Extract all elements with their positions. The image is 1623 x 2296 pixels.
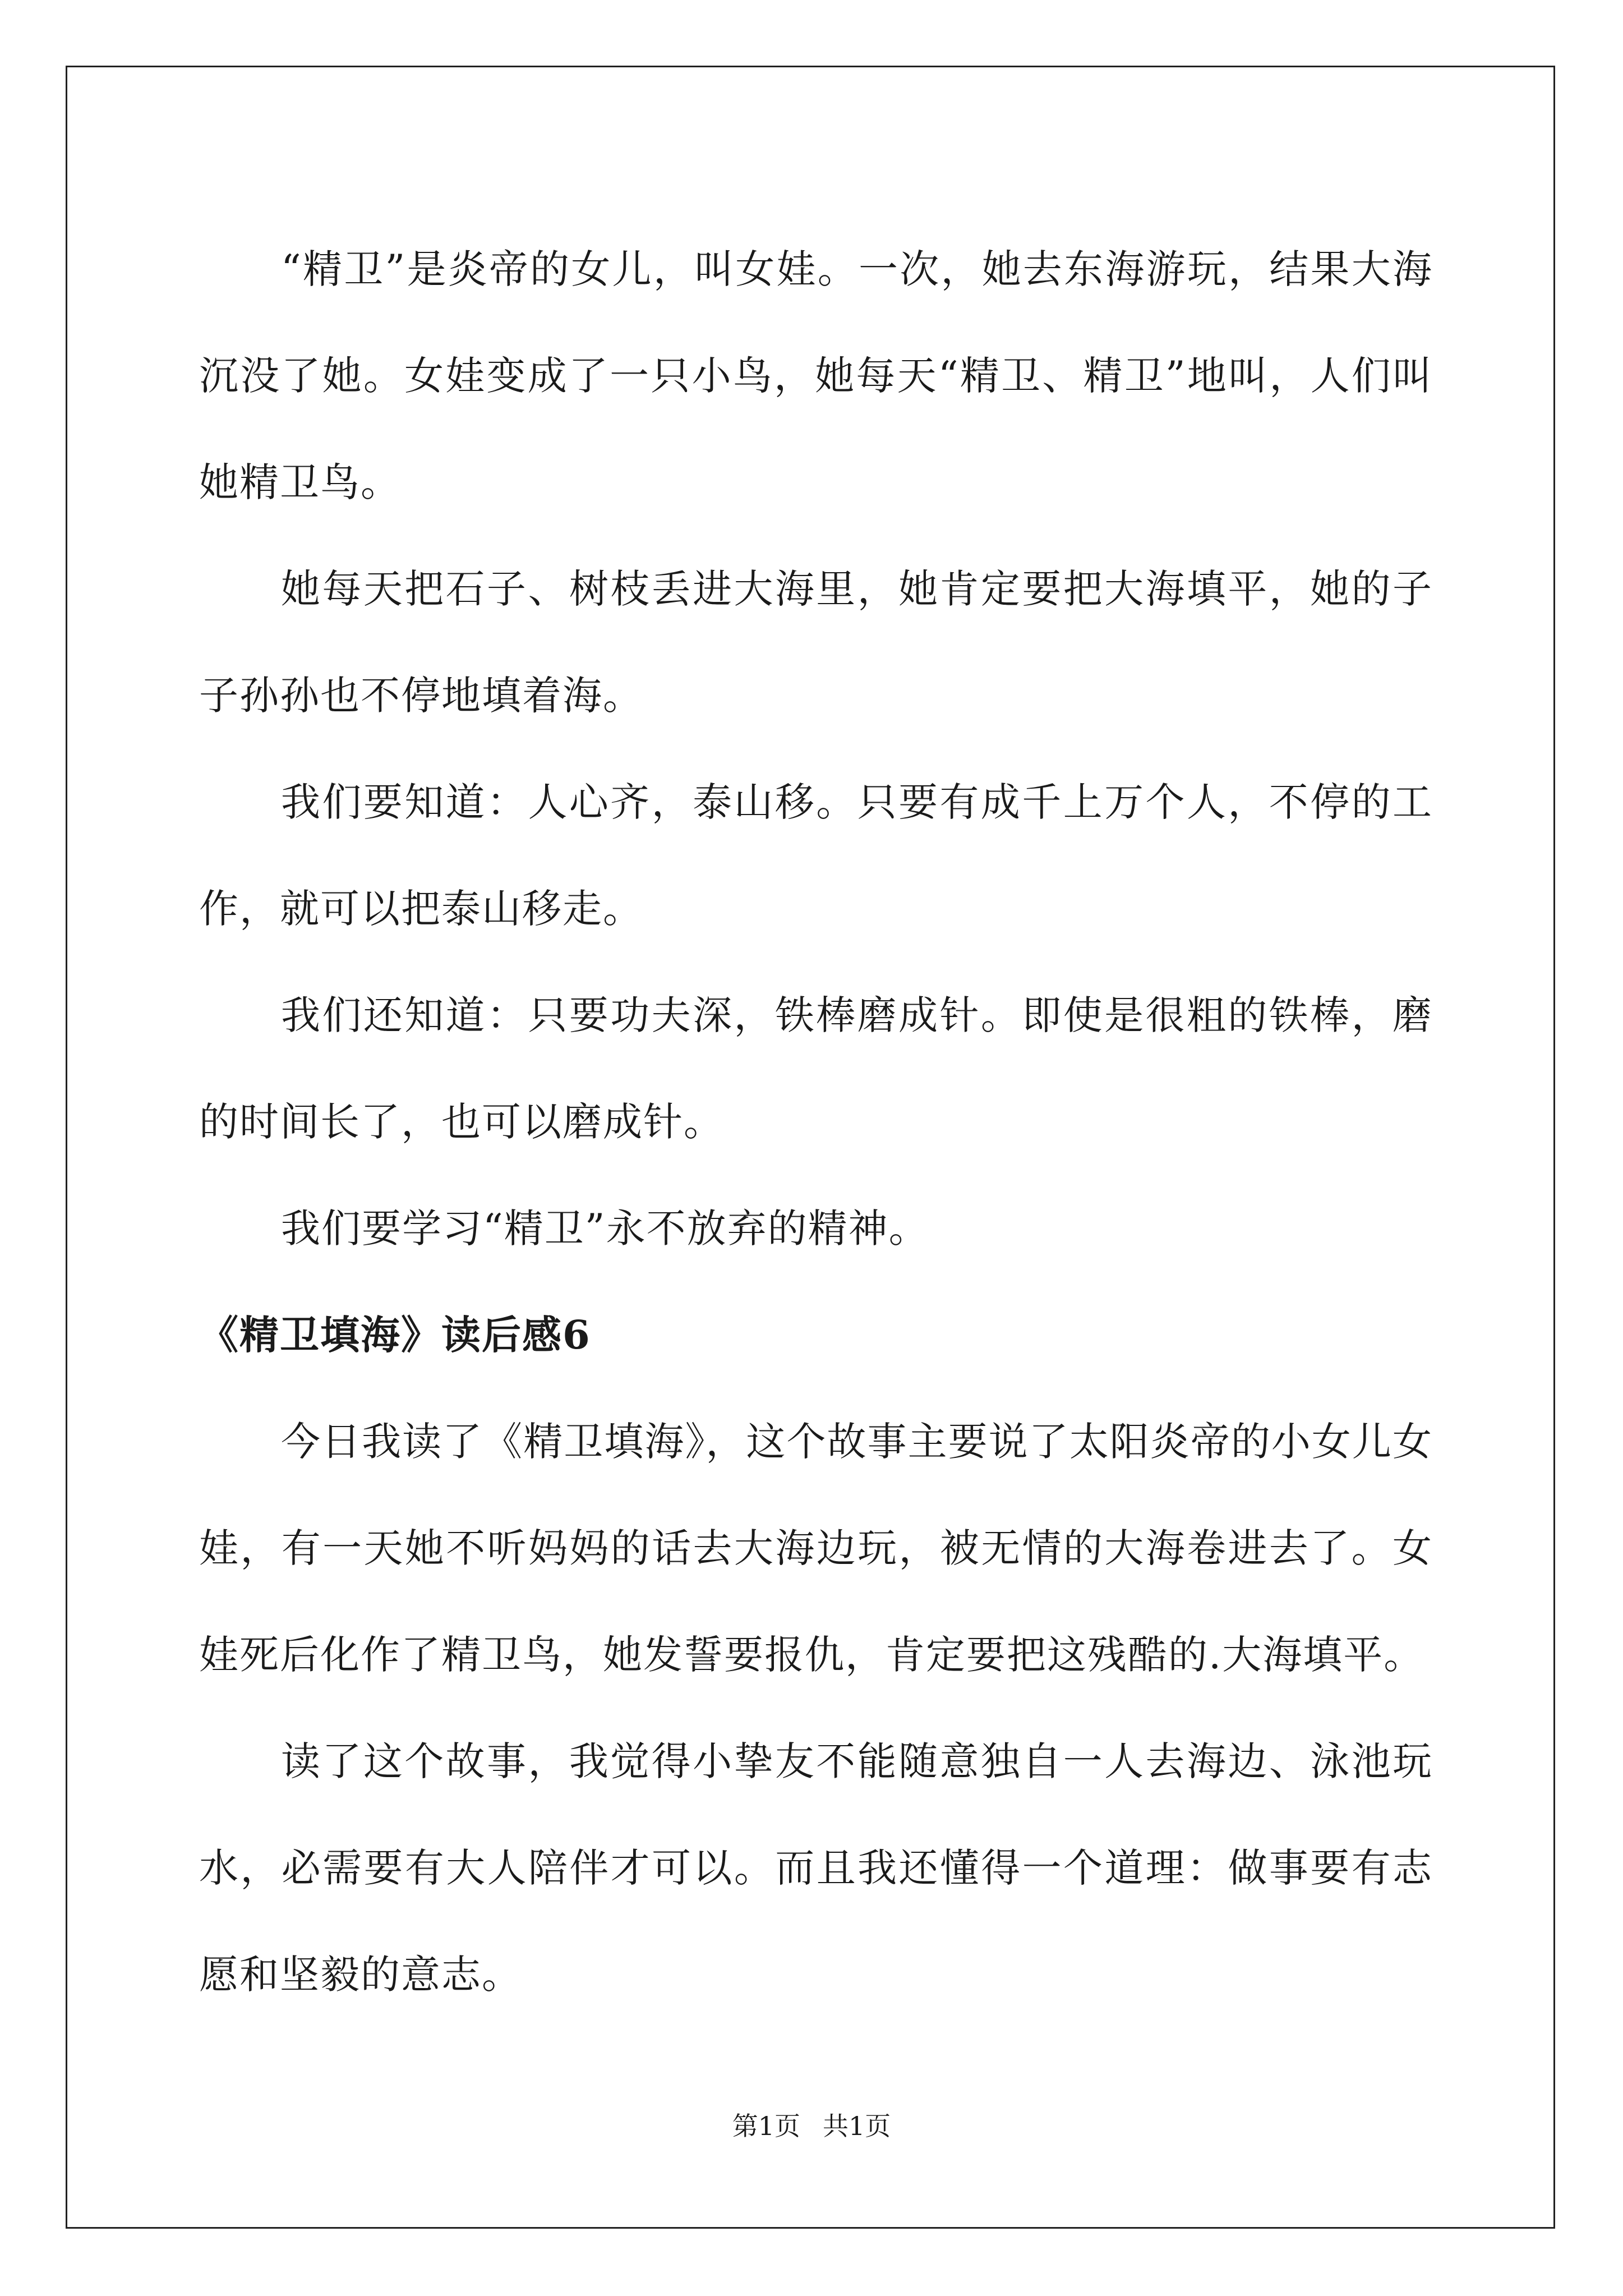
paragraph: 我们要学习“精卫”永不放弃的精神。	[281, 1205, 929, 1251]
paragraph: 我们要知道：人心齐，泰山移。只要有成千上万个人，不停的工作，就可以把泰山移走。	[199, 779, 1433, 932]
paragraph: 读了这个故事，我觉得小挚友不能随意独自一人去海边、泳池玩水，必需要有大人陪伴才可以。而且我还懂得一个道理：做事要有志愿和坚毅的意志。	[199, 1738, 1433, 1998]
paragraph: 她每天把石子、树枝丢进大海里，她肯定要把大海填平，她的子子孙孙也不停地填着海。	[199, 566, 1433, 719]
paragraph: 今日我读了《精卫填海》，这个故事主要说了太阳炎帝的小女儿女娃，有一天她不听妈妈的话去大海边玩，被无情的大海卷进去了。女娃死后化作了精卫鸟，她发誓要报仇，肯定要把这残酷的.大海填平。	[199, 1419, 1433, 1678]
page-footer	[0, 2109, 1623, 2143]
paragraph: 我们还知道：只要功夫深，铁棒磨成针。即使是很粗的铁棒，磨的时间长了，也可以磨成针。	[199, 992, 1433, 1145]
document-body	[199, 216, 1433, 2028]
page-number: 第1页	[732, 2111, 800, 2141]
page-total: 共1页	[823, 2111, 891, 2141]
paragraph: “精卫”是炎帝的女儿，叫女娃。一次，她去东海游玩，结果大海沉没了她。女娃变成了一只小鸟，她每天“精卫、精卫”地叫，人们叫她精卫鸟。	[199, 246, 1433, 505]
section-title: 《精卫填海》读后感6	[199, 1312, 591, 1358]
